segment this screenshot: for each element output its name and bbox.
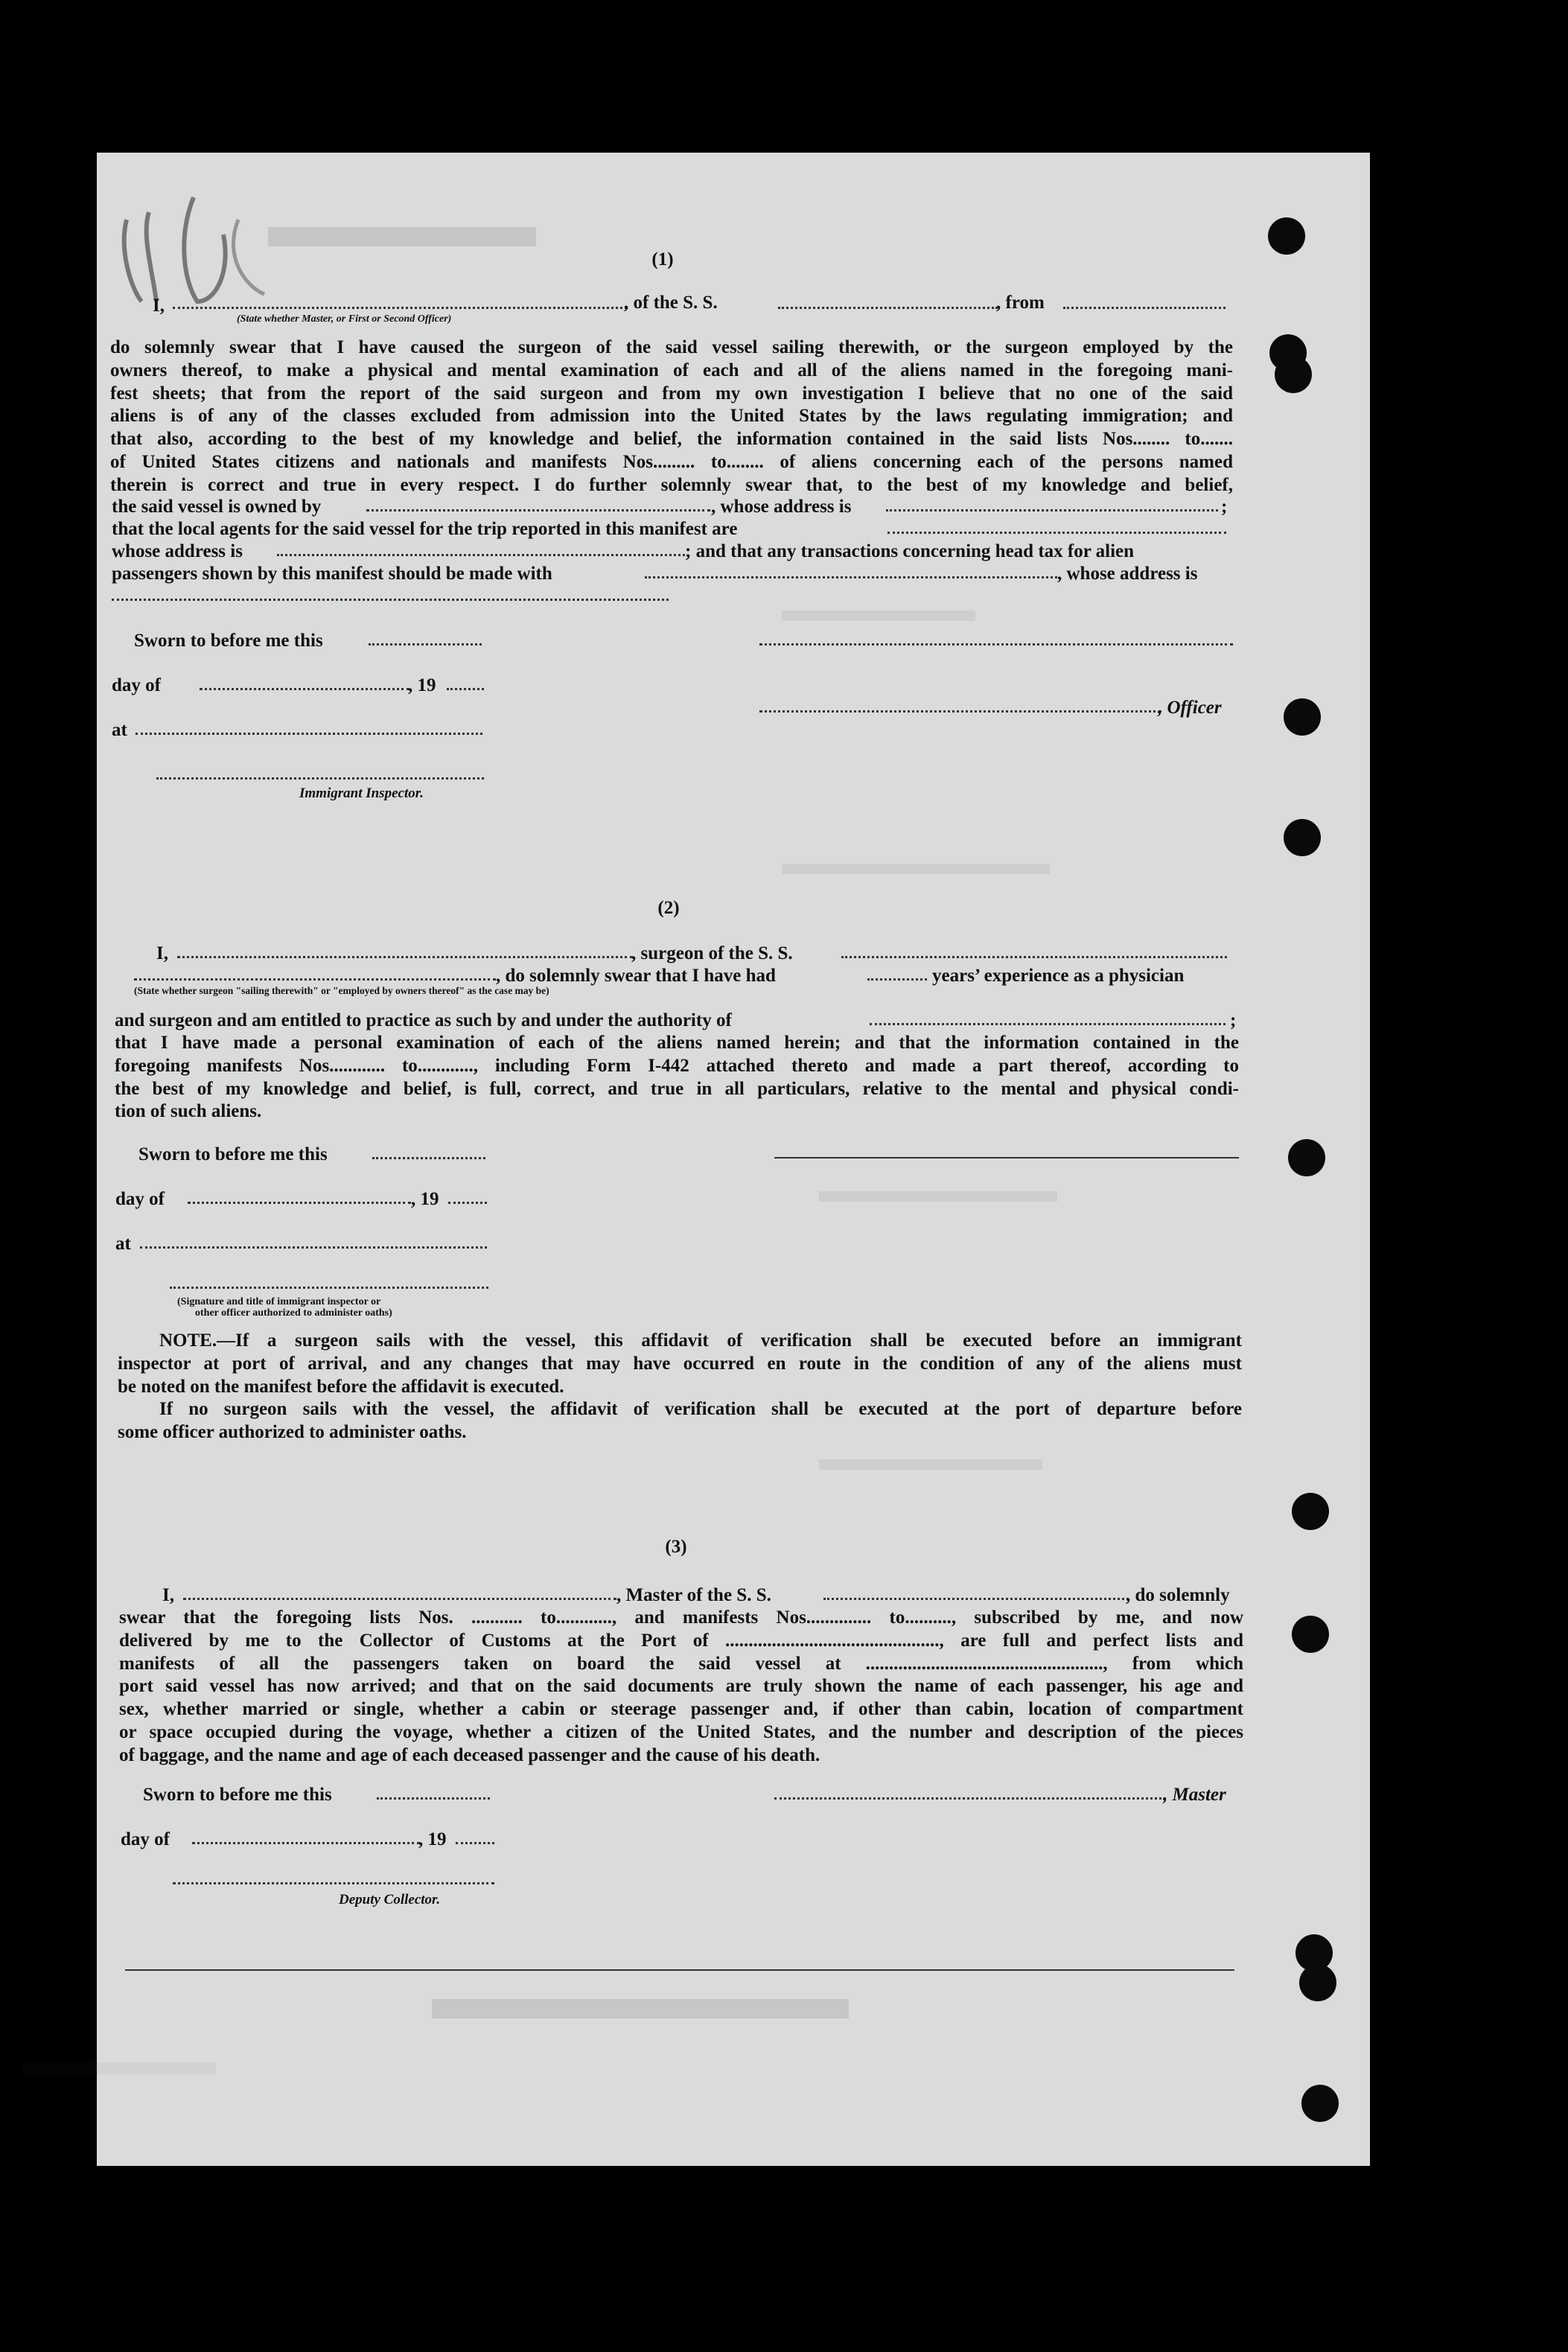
s3-year-field[interactable] (456, 1842, 494, 1844)
s3-sworn-field[interactable] (377, 1797, 490, 1800)
s1-line: that also, according to the best of my knowledge and belief, the information contained in the said lists Nos........ to....... (110, 429, 1233, 450)
s1-whose-address-label-2: whose address is (112, 541, 243, 561)
bleed-through (819, 1459, 1042, 1470)
s1-owned-by-label: the said vessel is owned by (112, 497, 322, 517)
bleed-through (268, 227, 536, 246)
s2-sworn-field[interactable] (372, 1157, 485, 1159)
s2-at-label: at (115, 1234, 131, 1254)
s2-authority-label: and surgeon and am entitled to practice as such by and under the authority of (115, 1010, 732, 1030)
s3-master-label: , Master (1163, 1785, 1226, 1805)
s3-deputy-signature-field[interactable] (173, 1882, 494, 1884)
s3-year-label: , 19 (418, 1829, 447, 1849)
s1-line: fest sheets; that from the report of the said surgeon and from my own investigation I believe that no one of the said (110, 383, 1233, 404)
s1-head-tax-label: ; and that any transactions concerning head tax for alien (685, 541, 1135, 561)
s3-oath-paragraph (119, 1607, 1243, 1768)
s3-line: manifests of all the passengers taken on board the said vessel at ..................................................., from which (119, 1653, 1243, 1674)
s1-owner-address-field[interactable] (886, 509, 1218, 511)
s2-year-field[interactable] (448, 1202, 487, 1204)
s2-note-line: inspector at port of arrival, and any changes that may have occurred en route in the condition of any of the aliens must (118, 1353, 1242, 1374)
s2-note2-paragraph (118, 1398, 1242, 1444)
s2-line: that I have made a personal examination of each of the aliens named herein; and that the information contained in the (115, 1033, 1239, 1053)
s1-line: of United States citizens and nationals and manifests Nos......... to........ of aliens concerning each of the persons named (110, 451, 1233, 472)
s2-note-paragraph (118, 1330, 1242, 1398)
s3-sworn-label: Sworn to before me this (143, 1785, 332, 1805)
section-2-number: (2) (657, 898, 680, 918)
s3-vessel-field[interactable] (823, 1598, 1129, 1600)
s1-line: do solemnly swear that I have caused the surgeon of the said vessel sailing therewith, or the surgeon employed by the (110, 337, 1233, 357)
s1-officer-title-field[interactable] (759, 710, 1161, 713)
bleed-through (22, 2062, 216, 2074)
s2-sailing-field[interactable] (134, 978, 496, 981)
s1-whose-address-label-3: , whose address is (1057, 564, 1198, 584)
s1-officer-label: , Officer (1158, 698, 1222, 718)
s1-inspector-label: Immigrant Inspector. (299, 785, 424, 801)
s2-line: tion of such aliens. (115, 1101, 262, 1122)
s3-line: swear that the foregoing lists Nos. ........... to............, and manifests Nos.............. to.........., subscribed by me, and now (119, 1607, 1243, 1628)
s1-agents-address-field[interactable] (277, 554, 685, 556)
s3-master-signature-field[interactable] (774, 1797, 1166, 1800)
s2-years-label: years’ experience as a physician (932, 966, 1185, 986)
s2-note-line: be noted on the manifest before the affidavit is executed. (118, 1376, 564, 1397)
s2-vessel-field[interactable] (841, 956, 1227, 958)
s1-day-field[interactable] (200, 688, 409, 690)
s1-head-tax-address-field[interactable] (112, 599, 669, 601)
s1-day-of-label: day of (112, 675, 161, 695)
s2-semicolon: ; (1230, 1010, 1237, 1030)
s2-note2-line: some officer authorized to administer oaths. (118, 1421, 467, 1442)
bleed-through (782, 611, 975, 621)
s1-officer-hint: (State whether Master, or First or Second Officer) (237, 313, 452, 325)
s2-inspector-signature-field[interactable] (170, 1287, 488, 1289)
s1-sworn-label: Sworn to before me this (134, 631, 323, 651)
s1-inspector-signature-field[interactable] (156, 777, 484, 780)
s1-name-field[interactable] (173, 307, 627, 309)
s1-owner-field[interactable] (366, 509, 710, 511)
s2-do-solemnly-label: , do solemnly swear that I have had (496, 966, 776, 986)
s2-name-field[interactable] (177, 956, 633, 958)
punch-hole (1292, 1493, 1329, 1530)
s2-line: foregoing manifests Nos............ to............, including Form I-442 attached thereto and made a part thereof, according to (115, 1055, 1239, 1076)
s3-do-solemnly-label: , do solemnly (1126, 1585, 1230, 1605)
s3-day-of-label: day of (121, 1829, 170, 1849)
s2-signature-line[interactable] (774, 1157, 1239, 1159)
s1-at-field[interactable] (136, 733, 482, 735)
s1-i-label: I, (153, 296, 165, 316)
s1-head-tax-field[interactable] (645, 576, 1057, 579)
section-1-number: (1) (651, 249, 674, 270)
s2-day-field[interactable] (188, 1202, 411, 1204)
s2-day-of-label: day of (115, 1189, 165, 1209)
s3-line: delivered by me to the Collector of Customs at the Port of .............................................., are full and perfect lists and (119, 1630, 1243, 1651)
s1-passengers-label: passengers shown by this manifest should be made with (112, 564, 552, 584)
s2-surgeon-of-label: , surgeon of the S. S. (631, 943, 793, 963)
s3-line: of baggage, and the name and age of each deceased passenger and the cause of his death. (119, 1744, 820, 1765)
section-3-number: (3) (665, 1537, 687, 1557)
s1-whose-address-label: , whose address is (711, 497, 852, 517)
s1-vessel-field[interactable] (778, 307, 998, 309)
bottom-rule (125, 1969, 1234, 1971)
punch-hole (1284, 698, 1321, 736)
bleed-through (782, 864, 1050, 874)
s2-sworn-label: Sworn to before me this (138, 1144, 328, 1164)
s1-year-label: , 19 (408, 675, 436, 695)
s2-year-label: , 19 (411, 1189, 439, 1209)
s3-name-field[interactable] (183, 1598, 616, 1600)
s1-officer-signature-field[interactable] (759, 643, 1233, 646)
punch-hole (1288, 1139, 1325, 1176)
punch-hole (1292, 1616, 1329, 1653)
s2-years-field[interactable] (867, 978, 927, 981)
handwritten-mark (112, 190, 283, 309)
s2-surgeon-hint: (State whether surgeon "sailing therewith" or "employed by owners thereof" as the case may be) (134, 985, 549, 996)
s2-i-label: I, (156, 943, 168, 963)
s3-i-label: I, (162, 1585, 174, 1605)
bleed-through (819, 1191, 1057, 1202)
s2-at-field[interactable] (140, 1246, 487, 1249)
s1-from-label: , from (996, 293, 1045, 313)
s1-semicolon: ; (1221, 497, 1228, 517)
s1-line: aliens is of any of the classes excluded from admission into the United States by the laws regulating immigration; and (110, 406, 1233, 427)
punch-hole (1284, 819, 1321, 856)
punch-hole (1299, 1964, 1336, 2001)
s1-line: owners thereof, to make a physical and mental examination of each and all of the aliens named in the foregoing mani- (110, 360, 1233, 380)
s1-year-field[interactable] (447, 688, 484, 690)
s1-from-field[interactable] (1063, 307, 1226, 309)
s1-agents-field[interactable] (887, 532, 1226, 534)
s1-of-ss-label: , of the S. S. (624, 293, 718, 313)
s3-master-of-label: , Master of the S. S. (616, 1585, 771, 1605)
s1-oath-paragraph (110, 337, 1233, 497)
s2-sig-hint-2: other officer authorized to administer oaths) (195, 1307, 392, 1319)
s2-oath-paragraph (115, 1032, 1239, 1124)
s3-deputy-label: Deputy Collector. (339, 1892, 441, 1908)
s3-line: sex, whether married or single, whether a cabin or steerage passenger and, if other than cabin, location of compartment (119, 1699, 1243, 1720)
s2-authority-field[interactable] (870, 1023, 1226, 1025)
s2-sig-hint-1: (Signature and title of immigrant inspector or (177, 1296, 381, 1307)
s1-local-agents-label: that the local agents for the said vessel for the trip reported in this manifest are (112, 519, 738, 539)
s3-line: or space occupied during the voyage, whether a citizen of the United States, and the number and description of the pieces (119, 1721, 1243, 1742)
bleed-through (432, 1999, 849, 2018)
s1-at-label: at (112, 720, 127, 740)
s1-sworn-field[interactable] (369, 643, 482, 646)
punch-hole (1268, 217, 1305, 255)
s3-line: port said vessel has now arrived; and that on the said documents are truly shown the name of each passenger, his age and (119, 1676, 1243, 1697)
s2-line: the best of my knowledge and belief, is full, correct, and true in all particulars, relative to the mental and physical condi- (115, 1078, 1239, 1099)
s3-day-field[interactable] (192, 1842, 420, 1844)
punch-hole (1301, 2085, 1339, 2122)
s2-note2-line: If no surgeon sails with the vessel, the affidavit of verification shall be executed at the port of departure before (159, 1399, 1242, 1419)
punch-hole (1275, 356, 1312, 393)
s2-note-line: NOTE.—If a surgeon sails with the vessel, this affidavit of verification shall be executed before an immigrant (159, 1330, 1242, 1351)
s1-line: therein is correct and true in every respect. I do further solemnly swear that, to the best of my knowledge and belief, (110, 474, 1233, 495)
